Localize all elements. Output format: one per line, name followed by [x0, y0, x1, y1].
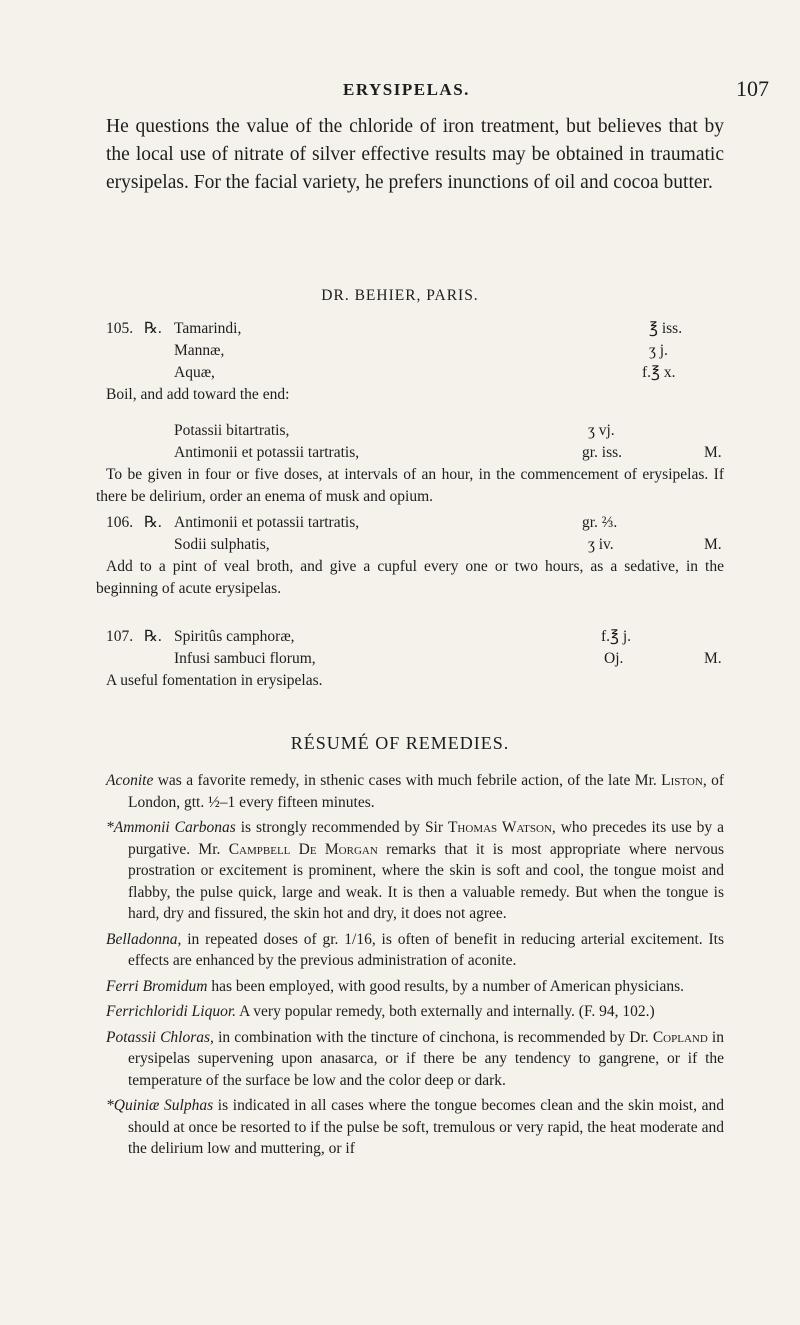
ingredient-name: Aquæ,	[174, 364, 215, 381]
ingredient-name: Spiritûs camphoræ,	[174, 628, 295, 645]
ingredient-name: Mannæ,	[174, 342, 225, 359]
ingredient-name: Potassii bitartratis,	[174, 422, 290, 439]
ingredient-name: Antimonii et potassii tartratis,	[174, 514, 360, 531]
rx-symbol: ℞.	[144, 320, 162, 337]
remedy-term: Ferri Bromidum	[106, 977, 208, 995]
remedy-term: Potassii Chloras,	[106, 1028, 214, 1046]
prescription-number: 106.	[106, 514, 134, 531]
author-heading: DR. BEHIER, PARIS.	[321, 287, 479, 304]
ingredient-quantity: ℥ iss.	[649, 320, 683, 337]
prescription-note: A useful fomentation in erysipelas.	[106, 672, 323, 689]
remedy-entry: Aconite was a favorite remedy, in sthenic cases with much febrile action, of the late Mr. Liston, of London, gtt. ½–1 every fifteen minutes.	[106, 772, 724, 811]
ingredient-quantity: f.℥ x.	[642, 364, 676, 381]
ingredient-name: Sodii sulphatis,	[174, 536, 270, 553]
ingredient-quantity: f.℥ j.	[601, 628, 632, 645]
remedy-term: *Quiniæ Sulphas	[106, 1097, 214, 1114]
remedy-entry: *Quiniæ Sulphas is indicated in all cases where the tongue becomes clean and the skin moist, and should at once be resorted to if the pulse be soft, tremulous or very rapid, the heat moderate and the delirium low and muttering, or if	[106, 1097, 725, 1157]
remedy-term: Belladonna,	[106, 930, 182, 948]
remedy-term: *Ammonii Carbonas	[106, 819, 236, 836]
ingredient-name: Infusi sambuci florum,	[174, 650, 316, 667]
remedies-list	[106, 770, 724, 1164]
person-name: Thomas Watson	[447, 819, 552, 836]
prescription-number: 105.	[106, 320, 134, 337]
ingredient-quantity: gr. iss.	[582, 444, 623, 461]
prescription-105	[96, 318, 724, 508]
resume-heading: RÉSUMÉ OF REMEDIES.	[290, 733, 510, 753]
intro-paragraph: He questions the value of the chloride of iron treatment, but believes that by the local use of nitrate of silver effective results may be obtained in traumatic erysipelas. For the facial variety, he prefers inunctions of oil and cocoa butter.	[106, 116, 724, 193]
prescription-note: To be given in four or five doses, at intervals of an hour, in the commencement of erysipelas. If there be delirium, order an enema of musk and opium.	[96, 466, 724, 505]
prescription-note: Add to a pint of veal broth, and give a cupful every one or two hours, as a sedative, in the beginning of acute erysipelas.	[96, 558, 724, 597]
ingredient-name: Antimonii et potassii tartratis,	[174, 444, 360, 461]
prescription-107	[106, 626, 724, 692]
rx-symbol: ℞.	[144, 628, 162, 645]
remedy-entry: *Ammonii Carbonas is strongly recommended by Sir Thomas Watson, who precedes its use by a purgative. Mr. Campbell De Morgan remarks that it is most appropriate where nervous prostration or excitement is prominent, where the skin is soft and cool, the tongue moist and flabby, the pulse quick, large and weak. It is then a valuable remedy. But when the tongue is hard, dry and fissured, the skin hot and dry, it does not agree.	[106, 819, 724, 922]
ingredient-quantity: ʒ vj.	[588, 422, 615, 439]
misce-mark: M.	[704, 444, 722, 461]
prescription-106	[96, 512, 724, 600]
rx-symbol: ℞.	[144, 514, 162, 531]
ingredient-quantity: ʒ j.	[649, 342, 668, 359]
page-header	[0, 76, 800, 106]
prescription-number: 107.	[106, 628, 134, 645]
person-name: Campbell De Morgan	[228, 840, 378, 858]
ingredient-quantity: ʒ iv.	[588, 536, 614, 553]
remedy-term: Aconite	[106, 772, 154, 789]
remedy-entry: Ferrichloridi Liquor. A very popular remedy, both externally and internally. (F. 94, 102.)	[106, 1003, 655, 1020]
page-number: 107	[736, 76, 769, 101]
remedy-term: Ferrichloridi Liquor.	[106, 1003, 237, 1020]
person-name: Copland	[652, 1028, 708, 1046]
remedy-entry: Belladonna, in repeated doses of gr. 1/16, is often of benefit in reducing arterial excitement. Its effects are enhanced by the previous administration of aconite.	[106, 930, 724, 969]
misce-mark: M.	[704, 536, 722, 553]
ingredient-name: Tamarindi,	[174, 320, 242, 337]
ingredient-quantity: gr. ⅔.	[582, 514, 618, 531]
remedy-entry: Ferri Bromidum has been employed, with good results, by a number of American physicians.	[106, 977, 684, 995]
misce-mark: M.	[704, 650, 722, 667]
ingredient-quantity: Oj.	[604, 650, 624, 667]
remedy-entry: Potassii Chloras, in combination with the tincture of cinchona, is recommended by Dr. Copland in erysipelas supervening upon anasarca, or if there be any tendency to gangrene, or if the temperature of the surface be low and the color deep or dark.	[106, 1028, 724, 1089]
running-title: ERYSIPELAS.	[343, 80, 470, 99]
prescription-direction: Boil, and add toward the end:	[106, 386, 290, 403]
person-name: Liston	[661, 772, 703, 789]
